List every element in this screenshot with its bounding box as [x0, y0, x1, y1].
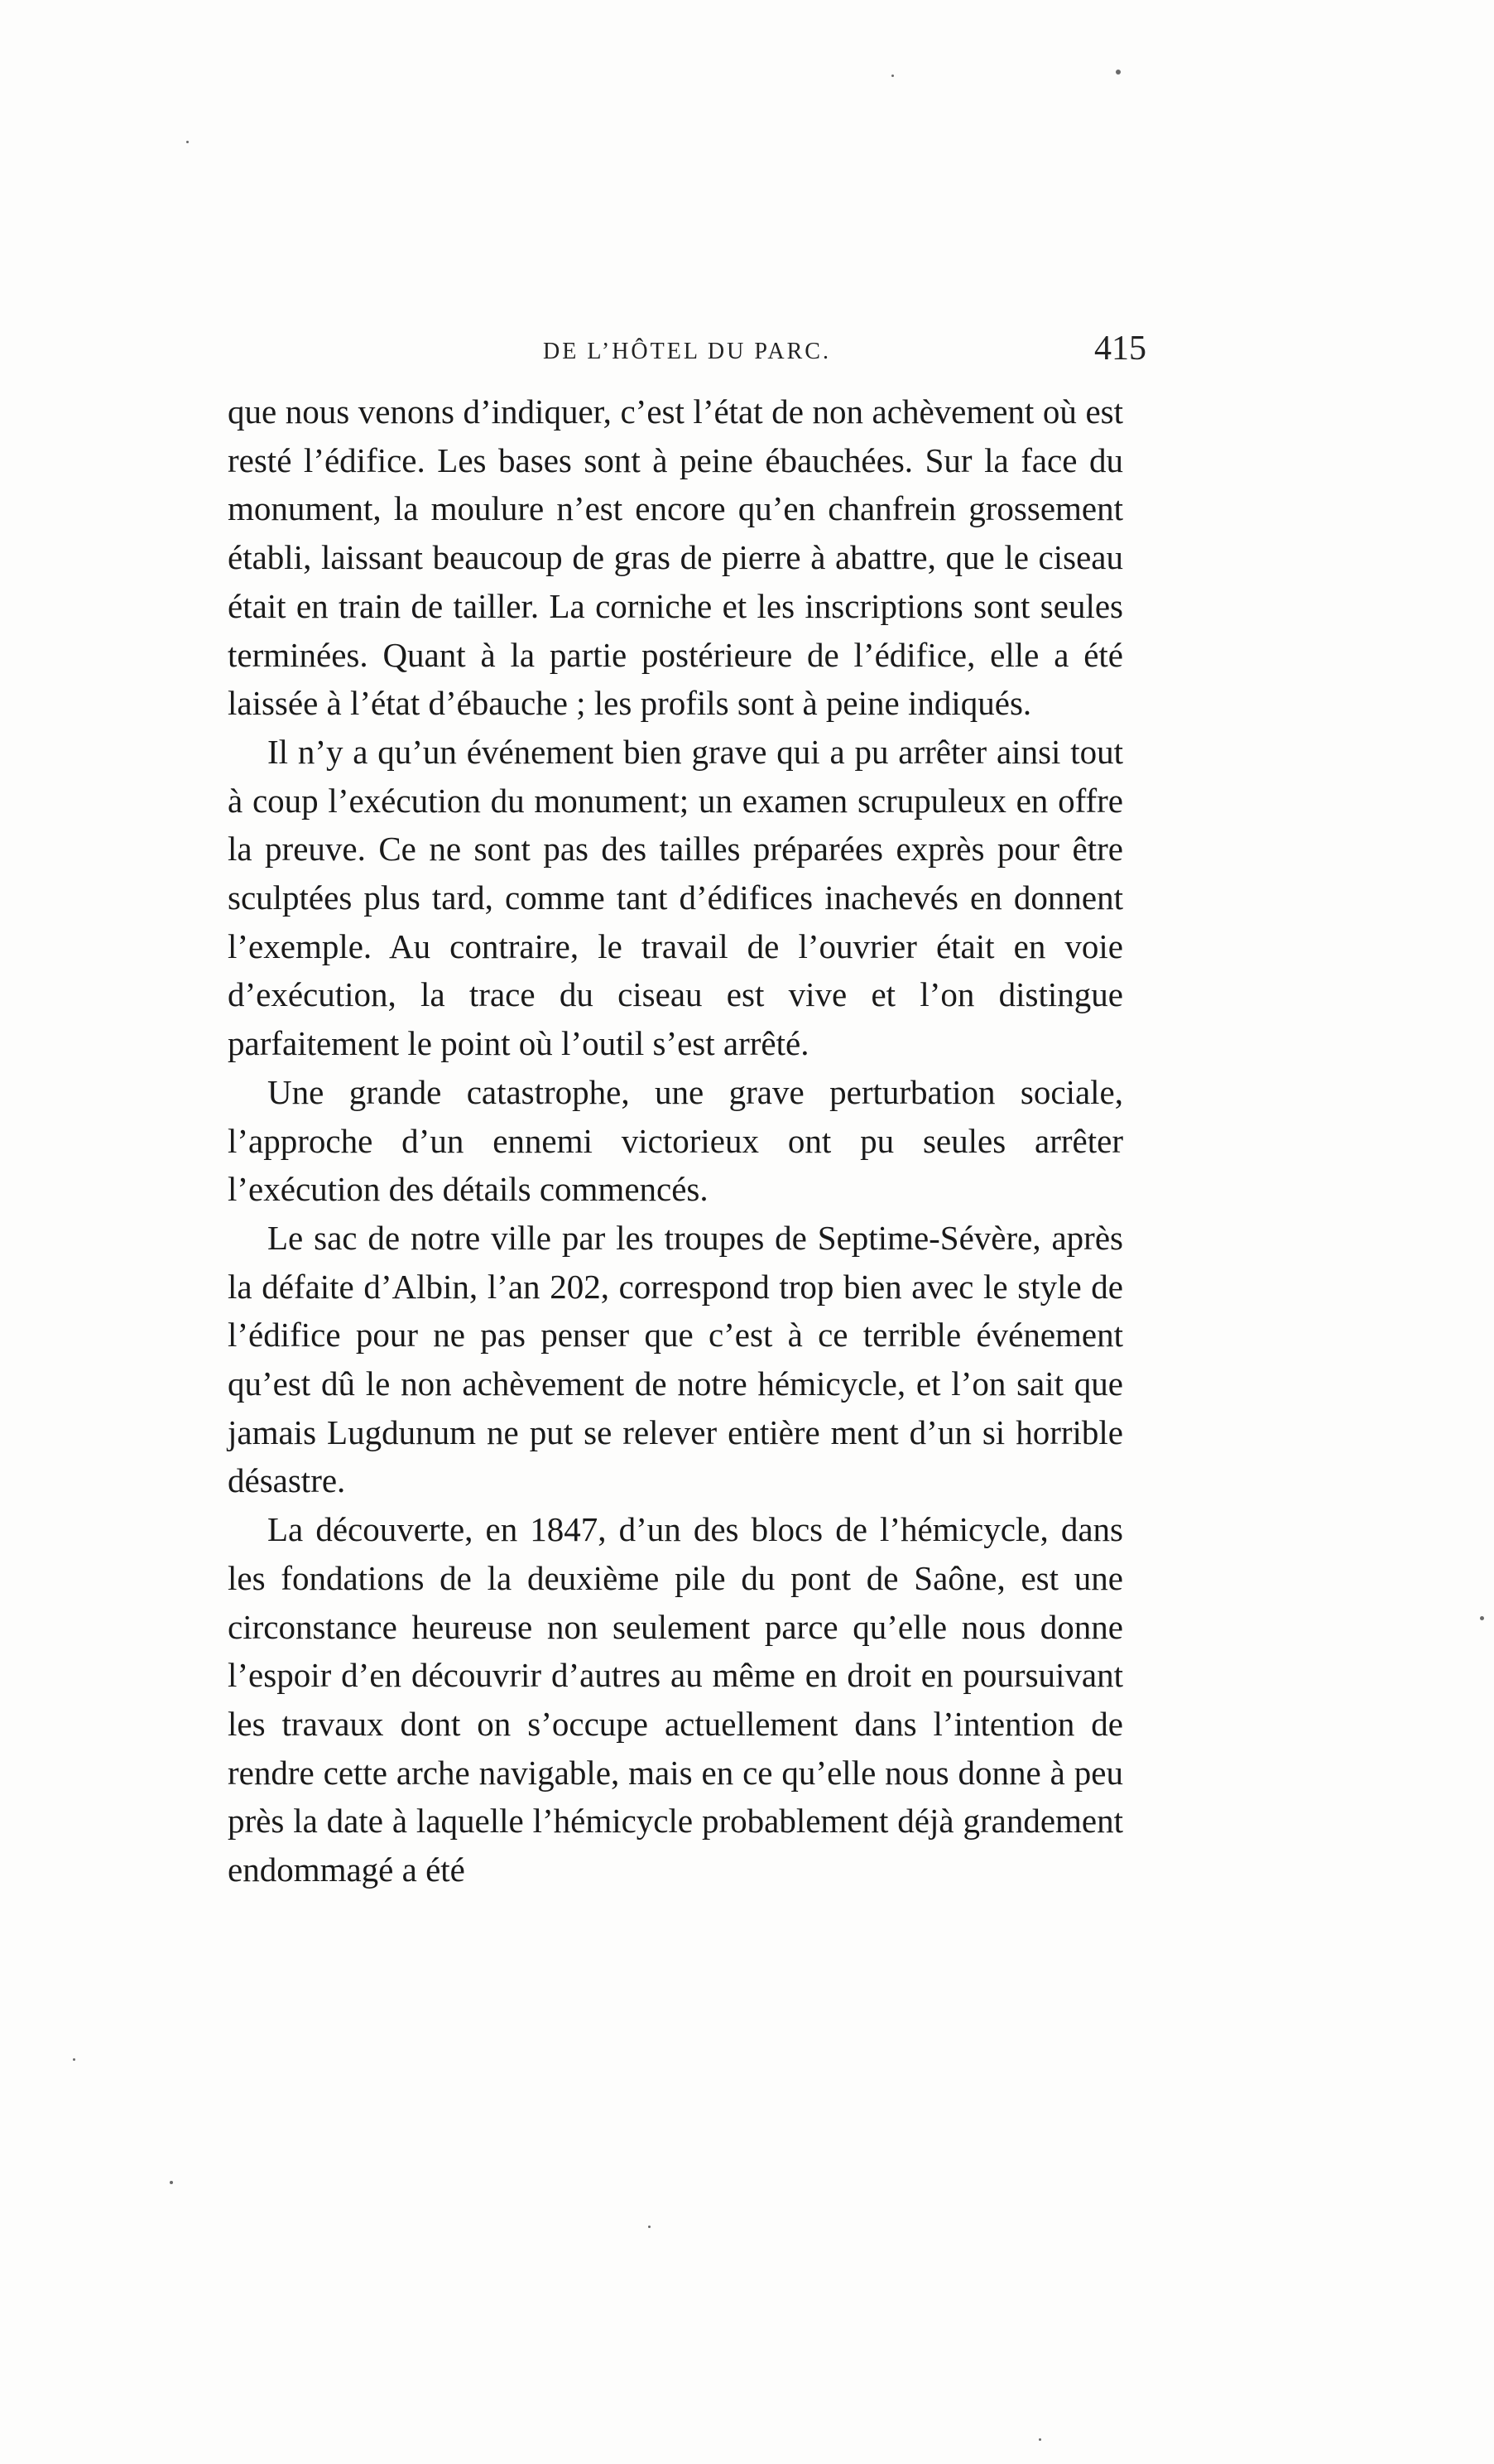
paragraph-5: La découverte, en 1847, d’un des blocs de l’hémicycle, dans les fondations de la deuxième pile du pont de Saône, est une circonstance heureuse non seulement parce qu’elle nous donne l’espoir d’en découvrir d’autres au même en droit en poursuivant les travaux dont on s’occupe actuellement dans l’intention de rendre cette arche navigable, mais en ce qu’elle nous donne à peu près la date à laquelle l’hémicycle probablement déjà grandement endommagé a été	[228, 1510, 1123, 1889]
paragraph-1: que nous venons d’indiquer, c’est l’état de non achèvement où est resté l’édifice. Les bases sont à peine ébauchées. Sur la face du monument, la moulure n’est encore qu’en chanfrein grossement établi, laissant beaucoup de gras de pierre à abattre, que le ciseau était en train de tailler. La corniche et les inscriptions sont seules terminées. Quant à la partie postérieure de l’édifice, elle a été laissée à l’état d’ébauche ; les profils sont à peine indiqués.	[228, 392, 1123, 723]
scan-speck	[186, 141, 189, 143]
scan-speck	[1480, 1616, 1484, 1620]
paragraph-2: Il n’y a qu’un événement bien grave qui a pu arrêter ainsi tout à coup l’exécution du monument; un examen scrupuleux en offre la preuve. Ce ne sont pas des tailles préparées exprès pour être sculptées plus tard, comme tant d’édifices inachevés en donnent l’exemple. Au contraire, le travail de l’ouvrier était en voie d’exécution, la trace du ciseau est vive et l’on distingue parfaitement le point où l’outil s’est arrêté.	[228, 732, 1123, 1063]
paragraph-3: Une grande catastrophe, une grave perturbation sociale, l’approche d’un ennemi victorieux ont pu seules arrêter l’exécution des détails commencés.	[228, 1072, 1123, 1209]
running-title: DE L’HÔTEL DU PARC.	[543, 339, 831, 364]
scan-speck	[1039, 2438, 1041, 2441]
scan-speck	[73, 2058, 75, 2061]
page-number: 415	[1094, 330, 1146, 368]
scan-speck	[891, 75, 894, 77]
scan-speck	[1116, 70, 1121, 75]
running-head	[228, 327, 1146, 377]
body-text	[228, 387, 1123, 1894]
scan-speck	[170, 2181, 173, 2184]
paragraph-4: Le sac de notre ville par les troupes de Septime-Sévère, après la défaite d’Albin, l’an 202, correspond trop bien avec le style de l’édifice pour ne pas penser que c’est à ce terrible événement qu’est dû le non achèvement de notre hémicycle, et l’on sait que jamais Lugdunum ne put se relever entière ment d’un si horrible désastre.	[228, 1218, 1123, 1500]
scan-speck	[648, 2226, 651, 2228]
